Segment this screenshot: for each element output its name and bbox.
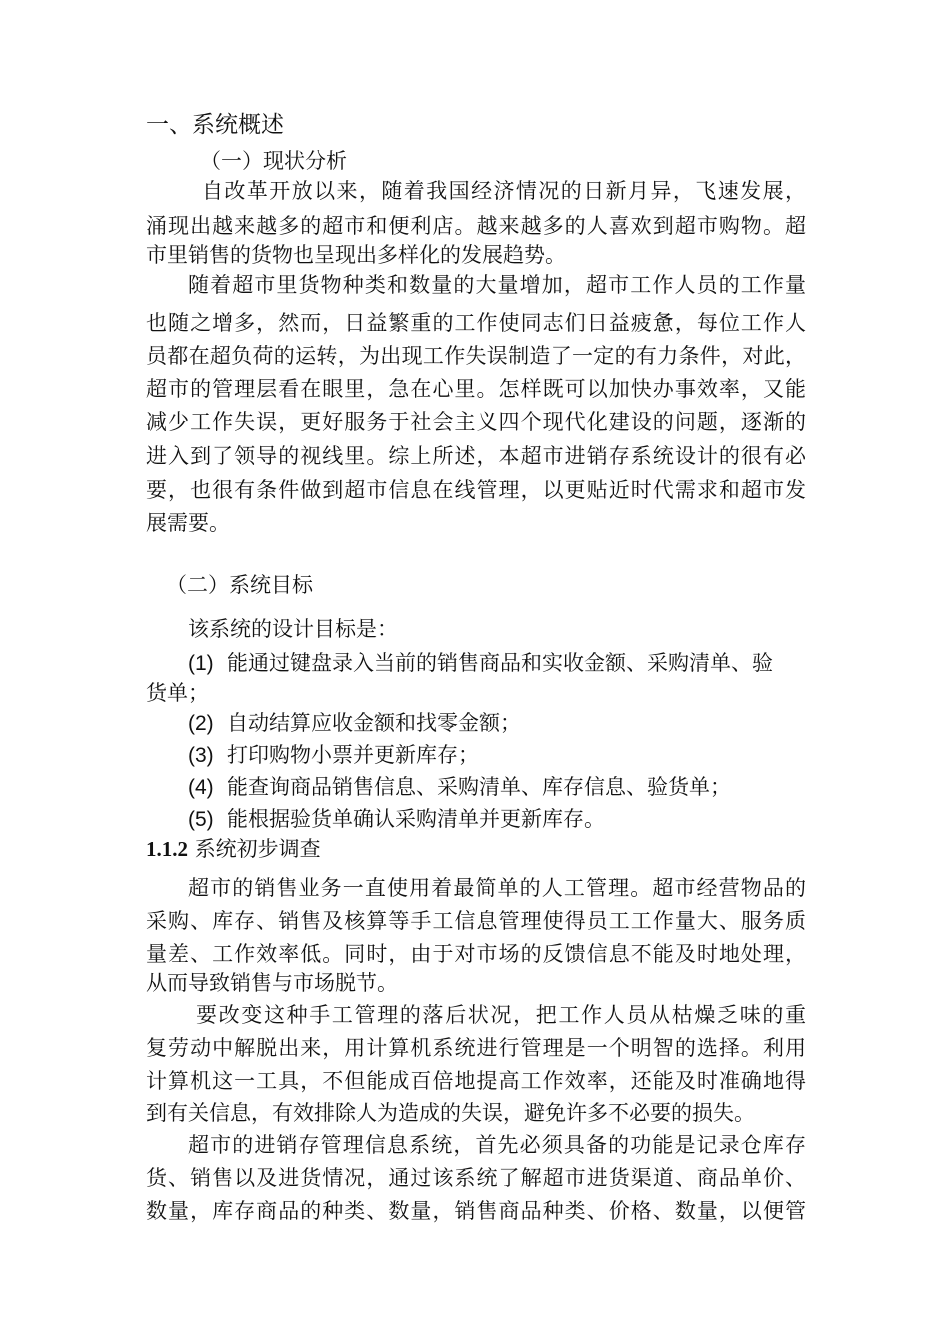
paragraph-line: 员都在超负荷的运转，为出现工作失误制造了一定的有力条件，对此， (146, 344, 806, 368)
paragraph-line: 进入到了领导的视线里。综上所述，本超市进销存系统设计的很有必 (146, 444, 806, 468)
paragraph-line: 展需要。 (146, 511, 230, 535)
paragraph-line: 涌现出越来越多的超市和便利店。越来越多的人喜欢到超市购物。超 (146, 214, 806, 238)
subsection-title: （二）系统目标 (166, 573, 313, 597)
subsection-title: （一）现状分析 (200, 149, 347, 173)
paragraph-line: 计算机这一工具，不但能成百倍地提高工作效率，还能及时准确地得 (146, 1069, 806, 1093)
paragraph-line: 超市的销售业务一直使用着最简单的人工管理。超市经营物品的 (188, 876, 806, 900)
goal-item (188, 740, 479, 771)
section-heading: 一、系统概述 (146, 112, 284, 138)
goal-item (188, 648, 773, 679)
goal-item (188, 708, 521, 739)
paragraph-line: 自改革开放以来，随着我国经济情况的日新月异，飞速发展， (202, 179, 806, 203)
section-number: 1.1.2 (146, 837, 188, 861)
paragraph-line: 数量，库存商品的种类、数量，销售商品种类、价格、数量，以便管 (146, 1199, 806, 1223)
goal-text: 能根据验货单确认采购清单并更新库存。 (227, 807, 606, 831)
goal-text: 打印购物小票并更新库存； (227, 743, 480, 767)
paragraph-line: 市里销售的货物也呈现出多样化的发展趋势。 (146, 243, 566, 267)
paragraph-line: 超市的管理层看在眼里，急在心里。怎样既可以加快办事效率，又能 (146, 377, 806, 401)
paragraph-line: 要，也很有条件做到超市信息在线管理，以更贴近时代需求和超市发 (146, 478, 806, 502)
goal-text: 自动结算应收金额和找零金额； (227, 711, 522, 735)
paragraph-line: 随着超市里货物种类和数量的大量增加，超市工作人员的工作量 (188, 273, 806, 297)
paragraph-line: 货、销售以及进货情况，通过该系统了解超市进货渠道、商品单价、 (146, 1166, 806, 1190)
paragraph-line: 量差、工作效率低。同时，由于对市场的反馈信息不能及时地处理， (146, 942, 806, 966)
goals-intro: 该系统的设计目标是： (188, 617, 398, 641)
paragraph-line: 复劳动中解脱出来，用计算机系统进行管理是一个明智的选择。利用 (146, 1036, 806, 1060)
goal-item (188, 804, 605, 835)
paragraph-line: 采购、库存、销售及核算等手工信息管理使得员工工作量大、服务质 (146, 909, 806, 933)
goal-number: (3) (188, 744, 214, 767)
section-title: 系统初步调查 (194, 837, 321, 861)
paragraph-line: 从而导致销售与市场脱节。 (146, 971, 398, 995)
paragraph-line: 也随之增多，然而，日益繁重的工作使同志们日益疲惫，每位工作人 (146, 311, 806, 335)
paragraph-line: 超市的进销存管理信息系统，首先必须具备的功能是记录仓库存 (188, 1133, 806, 1157)
goal-number: (4) (188, 776, 214, 799)
goal-text: 能通过键盘录入当前的销售商品和实收金额、采购清单、验 (227, 651, 774, 675)
paragraph-line: 要改变这种手工管理的落后状况，把工作人员从枯燥乏味的重 (196, 1003, 806, 1027)
goal-number: (5) (188, 808, 214, 831)
goal-number: (2) (188, 712, 214, 735)
paragraph-line: 到有关信息，有效排除人为造成的失误，避免许多不必要的损失。 (146, 1101, 755, 1125)
goal-continuation: 货单； (146, 681, 209, 705)
goal-text: 能查询商品销售信息、采购清单、库存信息、验货单； (227, 775, 732, 799)
section-subheading (146, 834, 321, 864)
paragraph-line: 减少工作失误，更好服务于社会主义四个现代化建设的问题，逐渐的 (146, 410, 806, 434)
goal-item (188, 772, 731, 803)
goal-number: (1) (188, 652, 214, 675)
